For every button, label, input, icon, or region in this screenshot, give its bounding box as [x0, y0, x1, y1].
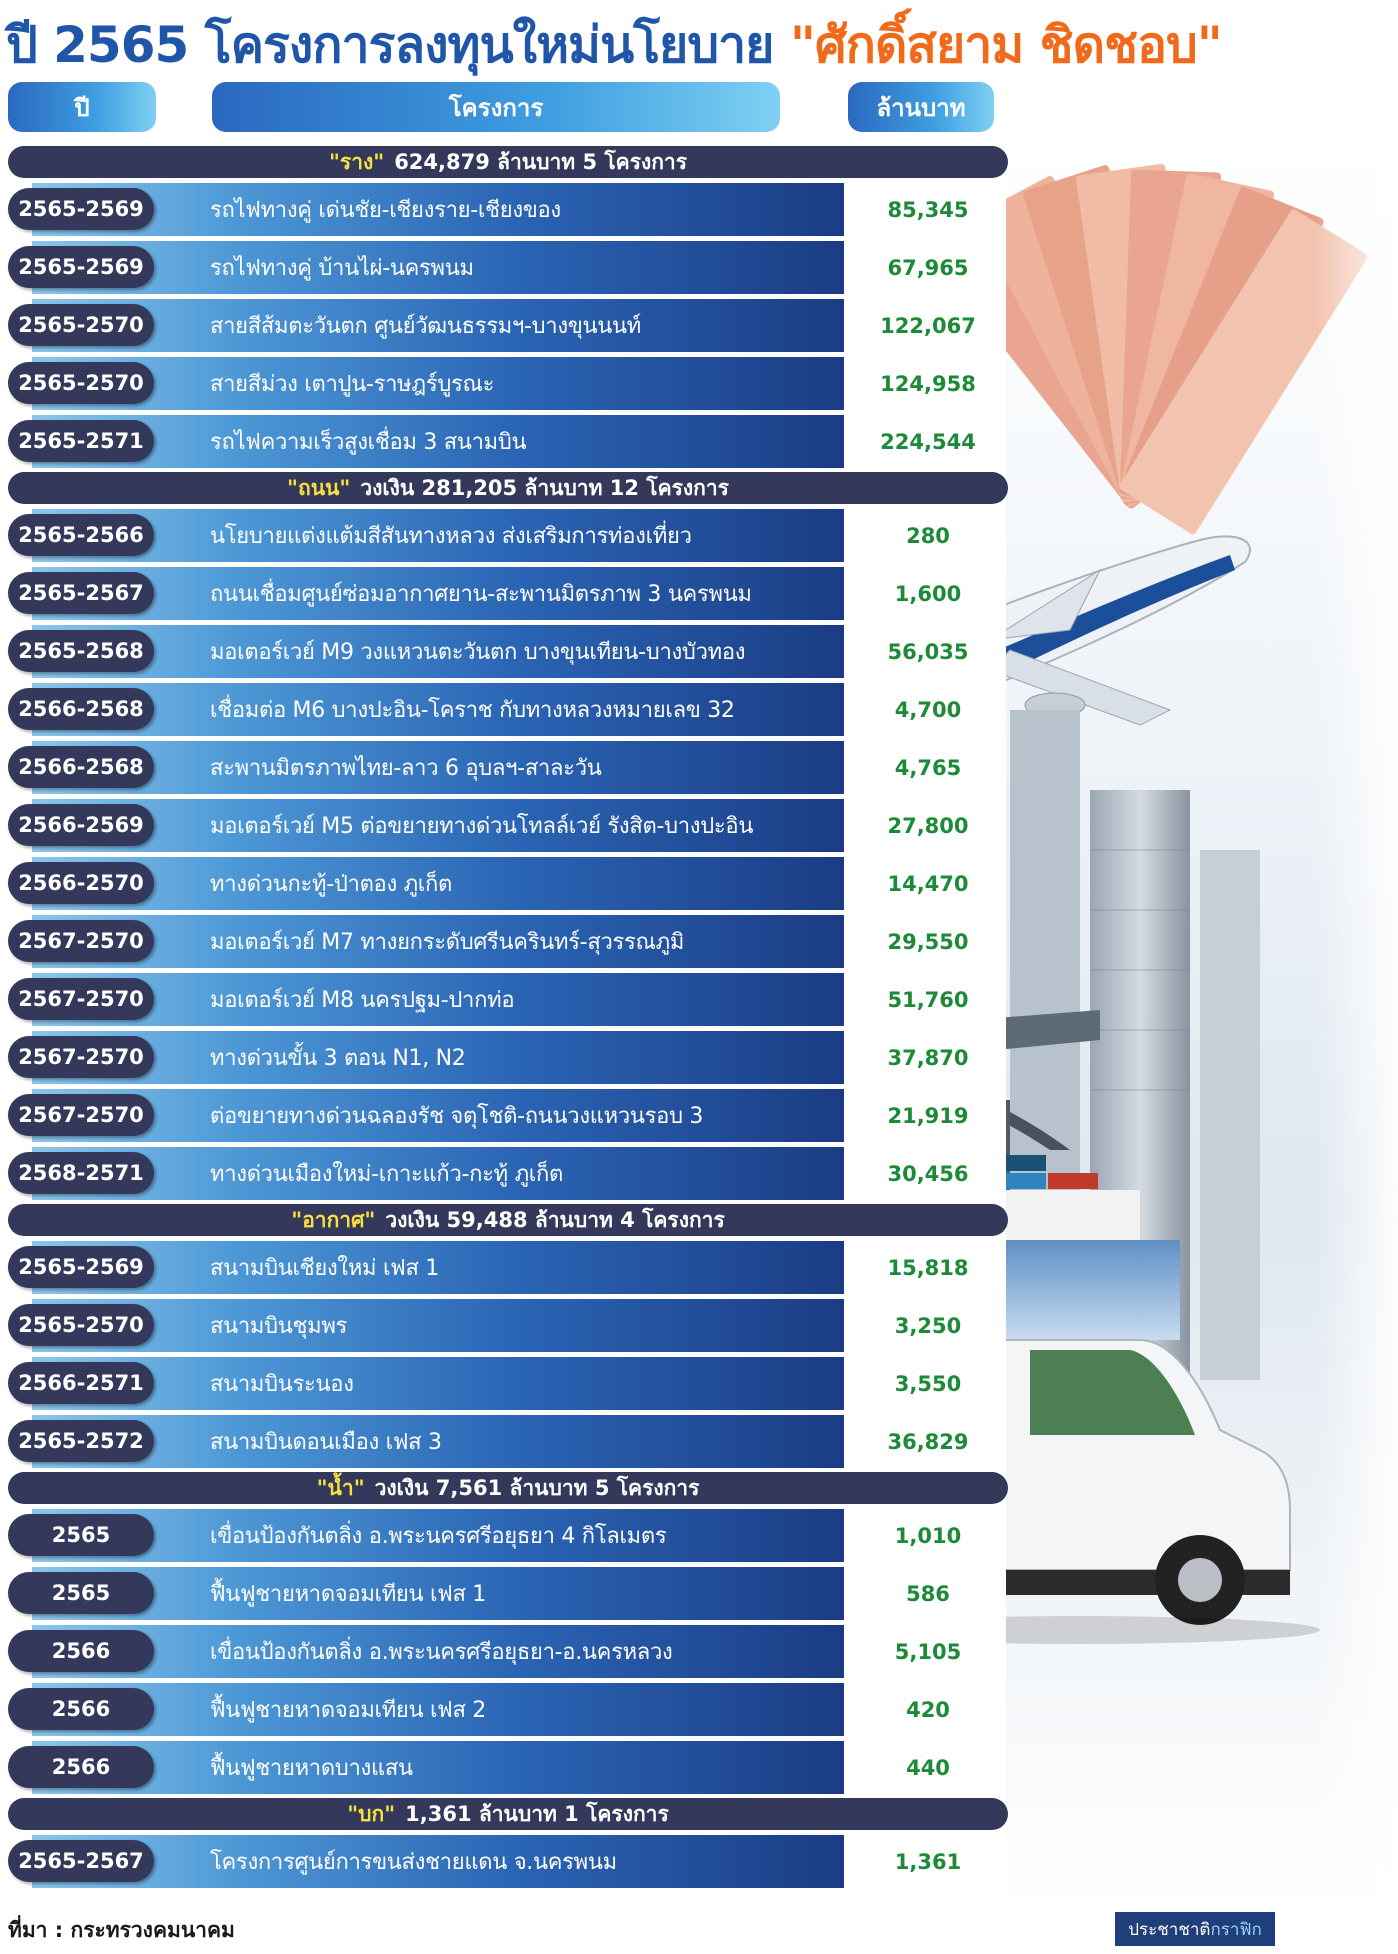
row-amount: 3,250 — [894, 1313, 962, 1338]
table-row — [8, 241, 1008, 294]
row-project: ทางด่วนเมืองใหม่-เกาะแก้ว-กะทู้ ภูเก็ต — [210, 1162, 564, 1187]
header-year: ปี — [8, 82, 156, 132]
row-years: 2565 — [8, 1514, 154, 1556]
row-project: นโยบายแต่งแต้มสีสันทางหลวง ส่งเสริมการท่องเที่ยว — [210, 524, 692, 549]
row-amount: 56,035 — [887, 639, 969, 664]
row-amount: 1,600 — [894, 581, 962, 606]
row-amount: 224,544 — [880, 429, 976, 454]
header-amount: ล้านบาท — [848, 82, 994, 132]
category-summary: วงเงิน 281,205 ล้านบาท 12 โครงการ — [360, 475, 729, 500]
table-row — [8, 1509, 1008, 1562]
row-project: เชื่อมต่อ M6 บางปะอิน-โคราช กับทางหลวงหมายเลข 32 — [210, 698, 735, 723]
row-project: ฟื้นฟูชายหาดจอมเทียน เฟส 2 — [210, 1698, 486, 1723]
row-years: 2567-2570 — [8, 920, 154, 962]
table-row — [8, 1031, 1008, 1084]
category-name: "ถนน" — [287, 475, 351, 500]
table-row — [8, 509, 1008, 562]
row-years: 2566 — [8, 1746, 154, 1788]
row-project: เขื่อนป้องกันตลิ่ง อ.พระนครศรีอยุธยา 4 กิโลเมตร — [210, 1524, 667, 1549]
row-years: 2565-2567 — [8, 572, 154, 614]
row-years: 2565-2570 — [8, 304, 154, 346]
row-years: 2565-2572 — [8, 1420, 154, 1462]
row-amount: 29,550 — [887, 929, 969, 954]
row-years: 2568-2571 — [8, 1152, 154, 1194]
row-amount: 122,067 — [880, 313, 976, 338]
row-amount: 3,550 — [894, 1371, 962, 1396]
row-amount: 37,870 — [887, 1045, 969, 1070]
row-years: 2565-2570 — [8, 1304, 154, 1346]
table-row — [8, 415, 1008, 468]
row-amount: 27,800 — [887, 813, 969, 838]
page-title — [6, 6, 1386, 78]
table-row — [8, 1625, 1008, 1678]
row-years: 2565-2569 — [8, 246, 154, 288]
table-row — [8, 973, 1008, 1026]
table-row — [8, 1089, 1008, 1142]
row-years: 2567-2570 — [8, 978, 154, 1020]
row-project: สายสีม่วง เตาปูน-ราษฎร์บูรณะ — [210, 372, 495, 397]
category-name: "บก" — [347, 1801, 396, 1826]
row-amount: 14,470 — [887, 871, 969, 896]
row-project: สนามบินชุมพร — [210, 1314, 348, 1339]
table-row — [8, 567, 1008, 620]
category-header — [8, 146, 1008, 178]
category-summary: 624,879 ล้านบาท 5 โครงการ — [394, 149, 688, 174]
table-row — [8, 1241, 1008, 1294]
row-years: 2565-2566 — [8, 514, 154, 556]
project-table — [8, 146, 1008, 1888]
row-project: ทางด่วนขั้น 3 ตอน N1, N2 — [210, 1046, 466, 1071]
row-amount: 4,765 — [894, 755, 962, 780]
header-project: โครงการ — [212, 82, 780, 132]
row-project: โครงการศูนย์การขนส่งชายแดน จ.นครพนม — [210, 1850, 617, 1875]
row-project: ต่อขยายทางด่วนฉลองรัช จตุโชติ-ถนนวงแหวนรอบ 3 — [210, 1104, 704, 1129]
row-amount: 67,965 — [887, 255, 969, 280]
row-years: 2566-2568 — [8, 746, 154, 788]
table-row — [8, 1567, 1008, 1620]
table-row — [8, 357, 1008, 410]
source-note: ที่มา : กระทรวงคมนาคม — [8, 1918, 235, 1942]
row-amount: 586 — [906, 1581, 950, 1606]
row-amount: 1,361 — [894, 1849, 962, 1874]
category-name: "น้ำ" — [316, 1475, 365, 1500]
row-years: 2565-2568 — [8, 630, 154, 672]
row-years: 2566-2571 — [8, 1362, 154, 1404]
table-row — [8, 1357, 1008, 1410]
table-row — [8, 741, 1008, 794]
table-row — [8, 1415, 1008, 1468]
row-amount: 36,829 — [887, 1429, 969, 1454]
category-summary: วงเงิน 7,561 ล้านบาท 5 โครงการ — [374, 1475, 700, 1500]
row-project: มอเตอร์เวย์ M9 วงแหวนตะวันตก บางขุนเทียน-บางบัวทอง — [210, 640, 746, 665]
table-row — [8, 799, 1008, 852]
category-header — [8, 1472, 1008, 1504]
row-years: 2565-2567 — [8, 1840, 154, 1882]
row-years: 2566 — [8, 1630, 154, 1672]
row-project: ทางด่วนกะทู้-ป่าตอง ภูเก็ต — [210, 872, 453, 897]
row-project: รถไฟความเร็วสูงเชื่อม 3 สนามบิน — [210, 430, 527, 455]
brand-name-b: กราฟิก — [1210, 1919, 1262, 1940]
table-row — [8, 299, 1008, 352]
row-amount: 440 — [906, 1755, 950, 1780]
table-row — [8, 1299, 1008, 1352]
row-amount: 30,456 — [887, 1161, 969, 1186]
row-years: 2565-2570 — [8, 362, 154, 404]
row-years: 2566 — [8, 1688, 154, 1730]
row-project: ฟื้นฟูชายหาดจอมเทียน เฟส 1 — [210, 1582, 486, 1607]
category-summary: 1,361 ล้านบาท 1 โครงการ — [405, 1801, 669, 1826]
row-project: รถไฟทางคู่ บ้านไผ่-นครพนม — [210, 256, 474, 281]
category-header — [8, 1798, 1008, 1830]
row-years: 2565 — [8, 1572, 154, 1614]
table-row — [8, 1835, 1008, 1888]
row-project: รถไฟทางคู่ เด่นชัย-เชียงราย-เชียงของ — [210, 198, 561, 223]
row-years: 2565-2571 — [8, 420, 154, 462]
table-row — [8, 1741, 1008, 1794]
category-header — [8, 1204, 1008, 1236]
row-amount: 4,700 — [894, 697, 962, 722]
category-name: "ราง" — [328, 149, 385, 174]
row-years: 2566-2570 — [8, 862, 154, 904]
publisher-badge — [1115, 1912, 1275, 1946]
title-highlight: "ศักดิ์สยาม ชิดชอบ" — [789, 16, 1222, 74]
row-project: ถนนเชื่อมศูนย์ซ่อมอากาศยาน-สะพานมิตรภาพ 3 นครพนม — [210, 582, 752, 607]
row-project: สะพานมิตรภาพไทย-ลาว 6 อุบลฯ-สาละวัน — [210, 756, 602, 781]
row-project: มอเตอร์เวย์ M7 ทางยกระดับศรีนครินทร์-สุวรรณภูมิ — [210, 930, 685, 955]
table-row — [8, 915, 1008, 968]
row-years: 2565-2569 — [8, 1246, 154, 1288]
category-summary: วงเงิน 59,488 ล้านบาท 4 โครงการ — [385, 1207, 725, 1232]
row-project: สนามบินเชียงใหม่ เฟส 1 — [210, 1256, 439, 1281]
row-amount: 85,345 — [887, 197, 969, 222]
row-project: สนามบินดอนเมือง เฟส 3 — [210, 1430, 442, 1455]
row-project: สนามบินระนอง — [210, 1372, 354, 1397]
row-project: ฟื้นฟูชายหาดบางแสน — [210, 1756, 413, 1781]
row-amount: 51,760 — [887, 987, 969, 1012]
title-prefix: ปี 2565 โครงการลงทุนใหม่นโยบาย — [6, 16, 774, 74]
brand-name-a: ประชาชาติ — [1128, 1919, 1211, 1940]
table-row — [8, 683, 1008, 736]
category-name: "อากาศ" — [291, 1207, 376, 1232]
row-amount: 1,010 — [894, 1523, 962, 1548]
category-header — [8, 472, 1008, 504]
row-years: 2566-2568 — [8, 688, 154, 730]
table-row — [8, 183, 1008, 236]
row-project: มอเตอร์เวย์ M8 นครปฐม-ปากท่อ — [210, 988, 515, 1013]
row-amount: 21,919 — [887, 1103, 969, 1128]
row-amount: 280 — [906, 523, 950, 548]
table-row — [8, 1683, 1008, 1736]
row-years: 2565-2569 — [8, 188, 154, 230]
table-row — [8, 1147, 1008, 1200]
row-project: มอเตอร์เวย์ M5 ต่อขยายทางด่วนโทลล์เวย์ รังสิต-บางปะอิน — [210, 814, 754, 839]
row-amount: 420 — [906, 1697, 950, 1722]
row-years: 2567-2570 — [8, 1036, 154, 1078]
row-project: สายสีส้มตะวันตก ศูนย์วัฒนธรรมฯ-บางขุนนนท์ — [210, 314, 641, 339]
row-amount: 124,958 — [880, 371, 976, 396]
table-row — [8, 625, 1008, 678]
row-amount: 5,105 — [894, 1639, 962, 1664]
row-years: 2567-2570 — [8, 1094, 154, 1136]
table-row — [8, 857, 1008, 910]
row-years: 2566-2569 — [8, 804, 154, 846]
row-amount: 15,818 — [887, 1255, 969, 1280]
row-project: เขื่อนป้องกันตลิ่ง อ.พระนครศรีอยุธยา-อ.นครหลวง — [210, 1640, 673, 1665]
